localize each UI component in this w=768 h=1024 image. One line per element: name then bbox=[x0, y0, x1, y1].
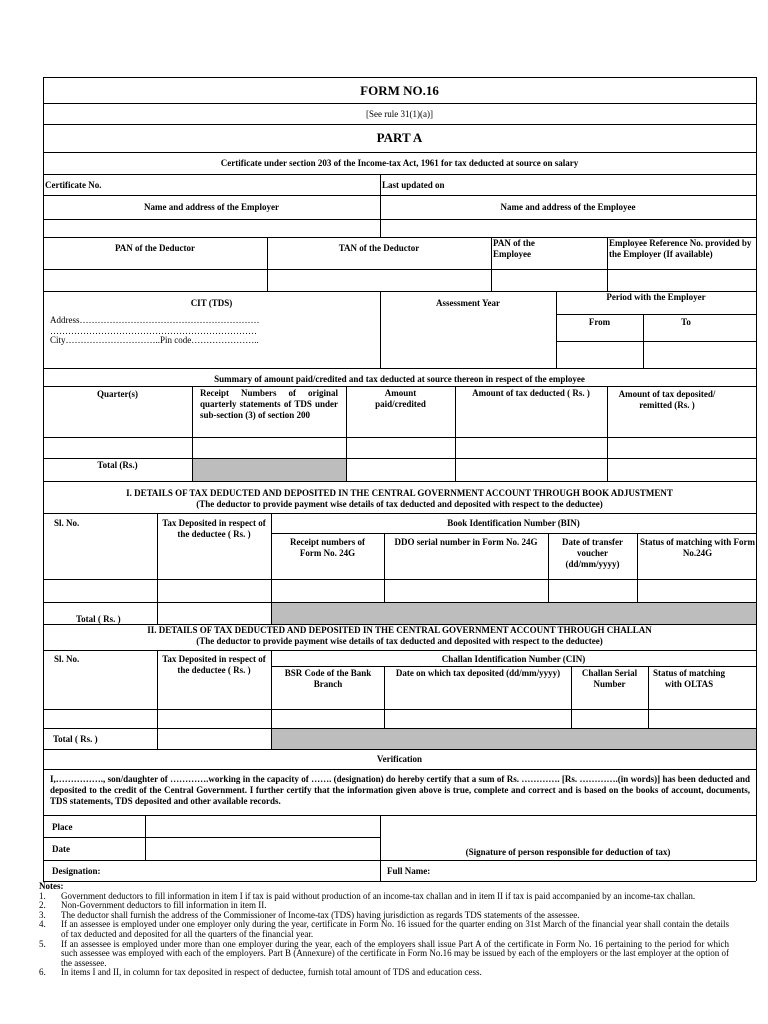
form-title: FORM NO.16 bbox=[360, 83, 439, 98]
employee-name-label: Name and address of the Employee bbox=[500, 202, 636, 212]
summary-col-tax-deducted: Amount of tax deducted ( Rs. ) bbox=[472, 388, 590, 398]
summary-col-quarters: Quarter(s) bbox=[97, 389, 138, 399]
full-name-label: Full Name: bbox=[387, 866, 431, 876]
section1-tax-deposited: Tax Deposited in respect of the deductee ( Rs. ) bbox=[162, 518, 266, 539]
section1-total-label: Total ( Rs. ) bbox=[76, 614, 121, 624]
employer-name-label: Name and address of the Employer bbox=[143, 202, 280, 212]
note-text: Government deductors to fill information in item I if tax is paid without production of an income-tax challan and in item II if tax is paid accompanied by an income-tax challan. bbox=[61, 890, 696, 901]
note-text: The deductor shall furnish the address of the Commissioner of Income-tax (TDS) having jurisdiction as regards TDS statements of the assessee. bbox=[61, 909, 580, 920]
pan-employee-label: PAN of the Employee bbox=[493, 238, 535, 259]
section1-subheading: (The deductor to provide payment wise details of tax deducted and deposited with respect to the deductee) bbox=[196, 499, 603, 509]
cit-city-pin: City…………………………..Pin code………………….. bbox=[50, 335, 259, 345]
section1-sl-no: Sl. No. bbox=[54, 518, 80, 528]
note-item bbox=[39, 920, 729, 939]
tan-deductor-label: TAN of the Deductor bbox=[338, 243, 420, 253]
section1-col-ddo-serial: DDO serial number in Form No. 24G bbox=[394, 537, 538, 547]
period-to-label: To bbox=[681, 317, 691, 327]
last-updated-label: Last updated on bbox=[382, 180, 445, 190]
pan-deductor-label: PAN of the Deductor bbox=[114, 243, 196, 253]
summary-col-amount-paid: Amount paid/credited bbox=[375, 388, 426, 409]
section2-sl-no: Sl. No. bbox=[54, 654, 80, 664]
note-item bbox=[39, 968, 729, 978]
cit-address-dots: …………………………………………………………… bbox=[50, 326, 257, 336]
period-employer-label: Period with the Employer bbox=[606, 292, 706, 302]
notes-section bbox=[39, 882, 729, 978]
summary-col-tax-deposited: Amount of tax deposited/ remitted (Rs. ) bbox=[618, 389, 716, 410]
employee-ref-label: Employee Reference No. provided by the Employer (If available) bbox=[609, 238, 752, 259]
section1-col-receipt: Receipt numbers of Form No. 24G bbox=[290, 537, 365, 558]
section2-col-challan-serial: Challan Serial Number bbox=[581, 668, 638, 689]
section2-col-bsr: BSR Code of the Bank Branch bbox=[284, 668, 372, 689]
section2-heading: II. DETAILS OF TAX DEDUCTED AND DEPOSITED IN THE CENTRAL GOVERNMENT ACCOUNT THROUGH CHALLAN bbox=[147, 625, 652, 635]
section1-col-status: Status of matching with Form No.24G bbox=[640, 537, 755, 558]
form-rule: [See rule 31(1)(a)] bbox=[366, 109, 433, 119]
certificate-heading: Certificate under section 203 of the Income-tax Act, 1961 for tax deducted at source on salary bbox=[220, 158, 579, 168]
notes-heading: Notes: bbox=[39, 881, 64, 891]
section1-bin-heading: Book Identification Number (BIN) bbox=[447, 518, 580, 528]
place-label: Place bbox=[52, 822, 73, 832]
section2-tax-deposited: Tax Deposited in respect of the deductee ( Rs. ) bbox=[162, 654, 266, 675]
summary-col-receipt-numbers: Receipt Numbers of original quarterly statements of TDS under sub-section (3) of section 200 bbox=[200, 388, 338, 420]
part-title: PART A bbox=[376, 130, 423, 145]
summary-total-shaded-cell bbox=[193, 459, 346, 481]
section1-heading: I. DETAILS OF TAX DEDUCTED AND DEPOSITED IN THE CENTRAL GOVERNMENT ACCOUNT THROUGH BOOK ADJUSTMENT bbox=[126, 488, 673, 498]
note-item bbox=[39, 940, 729, 969]
section2-col-date-deposited: Date on which tax deposited (dd/mm/yyyy) bbox=[395, 668, 561, 678]
assessment-year-label: Assessment Year bbox=[436, 298, 500, 308]
signature-caption: (Signature of person responsible for deduction of tax) bbox=[465, 847, 671, 857]
note-text: If an assessee is employed under one employer only during the year, certificate in Form No. 16 issued for the quarter ending on 31st March of the financial year shall contain the details of tax deducted and deposited for all the quarters of the financial year. bbox=[61, 919, 729, 939]
verification-text: I,……………., son/daughter of ………….working in the capacity of ……. (designation) do hereby certify that a sum of Rs. …………. [Rs. ………….(in words)] has been deducted and deposited to the credit of the Central Government. I further certify that the information given above is true, complete and correct and is based on the books of account, documents, TDS statements, TDS deposited and other available records. bbox=[50, 774, 750, 806]
note-number: 1. bbox=[39, 890, 46, 901]
section2-subheading: (The deductor to provide payment wise details of tax deducted and deposited with respect to the deductee) bbox=[196, 636, 603, 646]
section2-col-status: Status of matching with OLTAS bbox=[652, 668, 725, 689]
summary-total-label: Total (Rs.) bbox=[97, 460, 138, 470]
note-text: Non-Government deductors to fill information in item II. bbox=[61, 900, 267, 911]
cit-tds-label: CIT (TDS) bbox=[190, 298, 233, 308]
designation-label: Designation: bbox=[52, 866, 101, 876]
section2-cin-heading: Challan Identification Number (CIN) bbox=[441, 654, 586, 664]
note-number: 2. bbox=[39, 900, 46, 911]
section1-col-date-voucher: Date of transfer voucher (dd/mm/yyyy) bbox=[562, 537, 623, 569]
date-label: Date bbox=[52, 844, 70, 854]
note-text: If an assessee is employed under more than one employer during the year, each of the employers shall issue Part A of the certificate in Form No. 16 pertaining to the period for which such assessee was employed with each of the employers. Part B (Annexure) of the certificate in Form No.16 may be issued by each of the employers or the last employer at the option of the assessee. bbox=[61, 938, 729, 968]
note-number: 6. bbox=[39, 967, 46, 978]
verification-heading: Verification bbox=[376, 754, 423, 764]
note-number: 4. bbox=[39, 919, 46, 930]
cit-address-line: Address…………………………………………………… bbox=[50, 315, 260, 325]
note-number: 5. bbox=[39, 938, 46, 949]
section2-total-shaded-cell bbox=[272, 729, 756, 749]
note-number: 3. bbox=[39, 909, 46, 920]
summary-heading: Summary of amount paid/credited and tax deducted at source thereon in respect of the employee bbox=[214, 374, 585, 384]
section2-total-label: Total ( Rs. ) bbox=[53, 734, 98, 744]
note-text: In items I and II, in column for tax deposited in respect of deductee, furnish total amount of TDS and education cess. bbox=[61, 967, 482, 978]
period-from-label: From bbox=[588, 317, 611, 327]
certificate-no-label: Certificate No. bbox=[45, 180, 102, 190]
section1-total-shaded-cell bbox=[272, 603, 756, 624]
